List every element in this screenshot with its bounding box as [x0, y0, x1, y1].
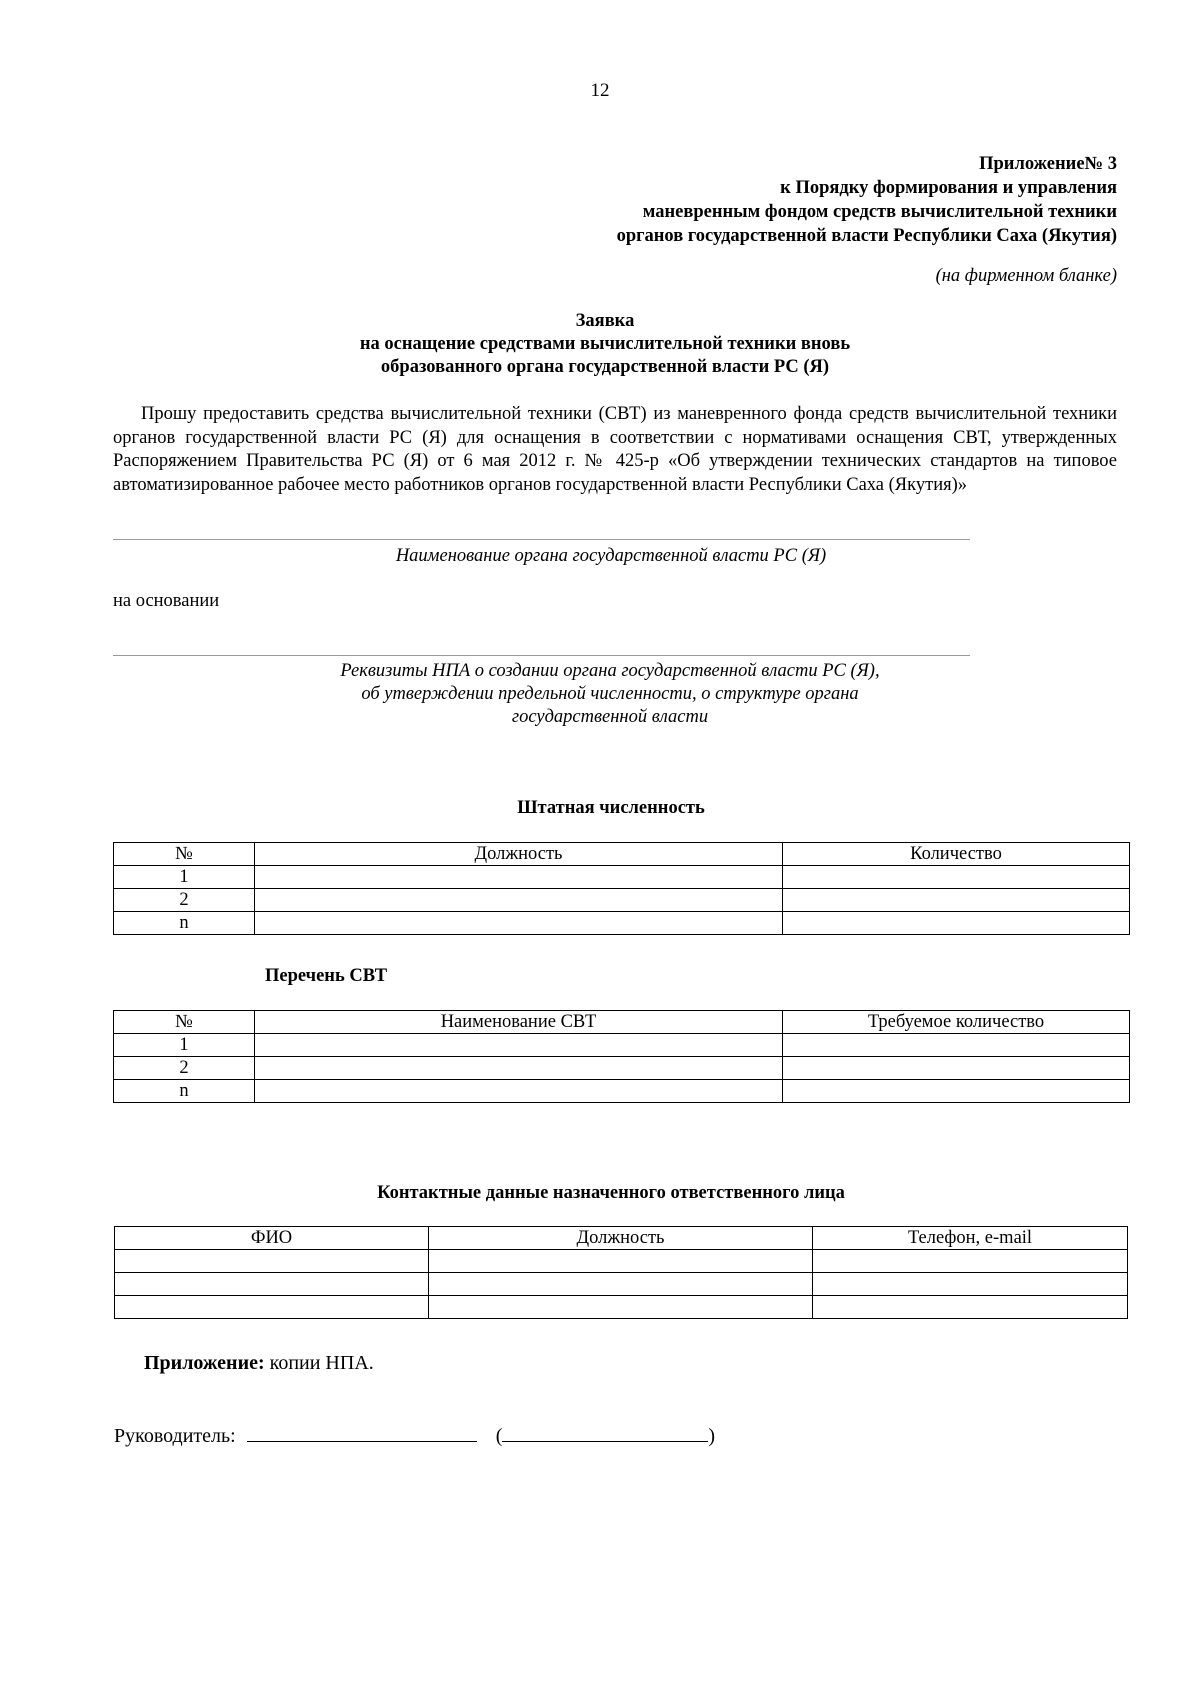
column-header: Количество — [783, 843, 1130, 866]
position-cell[interactable] — [255, 889, 783, 912]
appendix-header — [617, 152, 1117, 248]
row-number: n — [114, 912, 255, 935]
staffing-table — [113, 842, 1130, 935]
table-row — [114, 1034, 1130, 1057]
full-name-cell[interactable] — [115, 1250, 429, 1273]
npa-caption-line: Реквизиты НПА о создании органа государственной власти РС (Я), — [340, 661, 880, 681]
attachment-label: Приложение: — [144, 1352, 265, 1374]
table-row — [114, 1080, 1130, 1103]
column-header: Наименование СВТ — [255, 1011, 783, 1034]
required-quantity-cell[interactable] — [783, 1034, 1130, 1057]
close-paren: ) — [708, 1425, 716, 1447]
required-quantity-cell[interactable] — [783, 1080, 1130, 1103]
quantity-cell[interactable] — [783, 889, 1130, 912]
full-name-cell[interactable] — [115, 1296, 429, 1319]
equipment-name-cell[interactable] — [255, 1057, 783, 1080]
document-title — [0, 310, 1200, 379]
table-row — [114, 889, 1130, 912]
equipment-name-cell[interactable] — [255, 1034, 783, 1057]
name-blank[interactable] — [502, 1421, 708, 1442]
equipment-name-cell[interactable] — [255, 1080, 783, 1103]
attachment-text: копии НПА. — [269, 1352, 374, 1374]
page-number: 12 — [590, 80, 610, 101]
npa-caption — [200, 660, 1020, 729]
table-header-row — [114, 1011, 1130, 1034]
contacts-table — [114, 1226, 1128, 1319]
appendix-line: к Порядку формирования и управления — [780, 178, 1117, 198]
title-line: образованного органа государственной власти РС (Я) — [380, 357, 830, 377]
npa-caption-line: об утверждении предельной численности, о структуре органа — [361, 684, 859, 704]
npa-caption-line: государственной власти — [511, 707, 709, 727]
table-row — [114, 1057, 1130, 1080]
signature-label: Руководитель: — [114, 1425, 236, 1447]
position-cell[interactable] — [255, 912, 783, 935]
org-name-fill-line[interactable] — [113, 539, 970, 540]
table-row — [114, 912, 1130, 935]
row-number: 1 — [114, 1034, 255, 1057]
title-line: на оснащение средствами вычислительной техники вновь — [359, 334, 851, 354]
signature-blank[interactable] — [247, 1421, 477, 1442]
attachment-note — [144, 1352, 374, 1375]
position-cell[interactable] — [429, 1296, 813, 1319]
request-paragraph: Прошу предоставить средства вычислительной техники (СВТ) из маневренного фонда средств вычислительной техники органов государственной власти РС (Я) для оснащения в соответствии с нормативами оснащения СВТ, утвержденных Распоряжением Правительства РС (Я) от 6 мая 2012 г. № 425-р «Об утверждении технических стандартов на типовое автоматизированное рабочее место работников органов государственной власти Республики Саха (Якутия)» — [113, 404, 1117, 495]
phone-email-cell[interactable] — [813, 1250, 1128, 1273]
basis-label: на основании — [113, 591, 220, 611]
row-number: 1 — [114, 866, 255, 889]
npa-fill-line[interactable] — [113, 655, 970, 656]
open-paren: ( — [495, 1425, 503, 1447]
appendix-line: маневренным фондом средств вычислительной техники — [642, 202, 1117, 222]
table-row — [115, 1273, 1128, 1296]
column-header: № — [114, 1011, 255, 1034]
org-name-caption: Наименование органа государственной власти РС (Я) — [395, 546, 827, 566]
required-quantity-cell[interactable] — [783, 1057, 1130, 1080]
column-header: ФИО — [115, 1227, 429, 1250]
row-number: 2 — [114, 889, 255, 912]
table-row — [115, 1250, 1128, 1273]
position-cell[interactable] — [429, 1273, 813, 1296]
position-cell[interactable] — [255, 866, 783, 889]
row-number: n — [114, 1080, 255, 1103]
equipment-title: Перечень СВТ — [265, 966, 388, 986]
appendix-line: Приложение№ 3 — [979, 154, 1117, 174]
phone-email-cell[interactable] — [813, 1296, 1128, 1319]
full-name-cell[interactable] — [115, 1273, 429, 1296]
contacts-title: Контактные данные назначенного ответственного лица — [377, 1183, 845, 1203]
letterhead-note: (на фирменном бланке) — [935, 266, 1117, 286]
staffing-title: Штатная численность — [517, 798, 705, 818]
signature-line — [114, 1421, 715, 1448]
table-header-row — [115, 1227, 1128, 1250]
row-number: 2 — [114, 1057, 255, 1080]
quantity-cell[interactable] — [783, 912, 1130, 935]
column-header: № — [114, 843, 255, 866]
table-header-row — [114, 843, 1130, 866]
column-header: Должность — [429, 1227, 813, 1250]
position-cell[interactable] — [429, 1250, 813, 1273]
column-header: Требуемое количество — [783, 1011, 1130, 1034]
column-header: Должность — [255, 843, 783, 866]
quantity-cell[interactable] — [783, 866, 1130, 889]
column-header: Телефон, e-mail — [813, 1227, 1128, 1250]
table-row — [115, 1296, 1128, 1319]
equipment-table — [113, 1010, 1130, 1103]
title-heading: Заявка — [575, 311, 635, 331]
appendix-line: органов государственной власти Республики Саха (Якутия) — [616, 226, 1117, 246]
phone-email-cell[interactable] — [813, 1273, 1128, 1296]
table-row — [114, 866, 1130, 889]
